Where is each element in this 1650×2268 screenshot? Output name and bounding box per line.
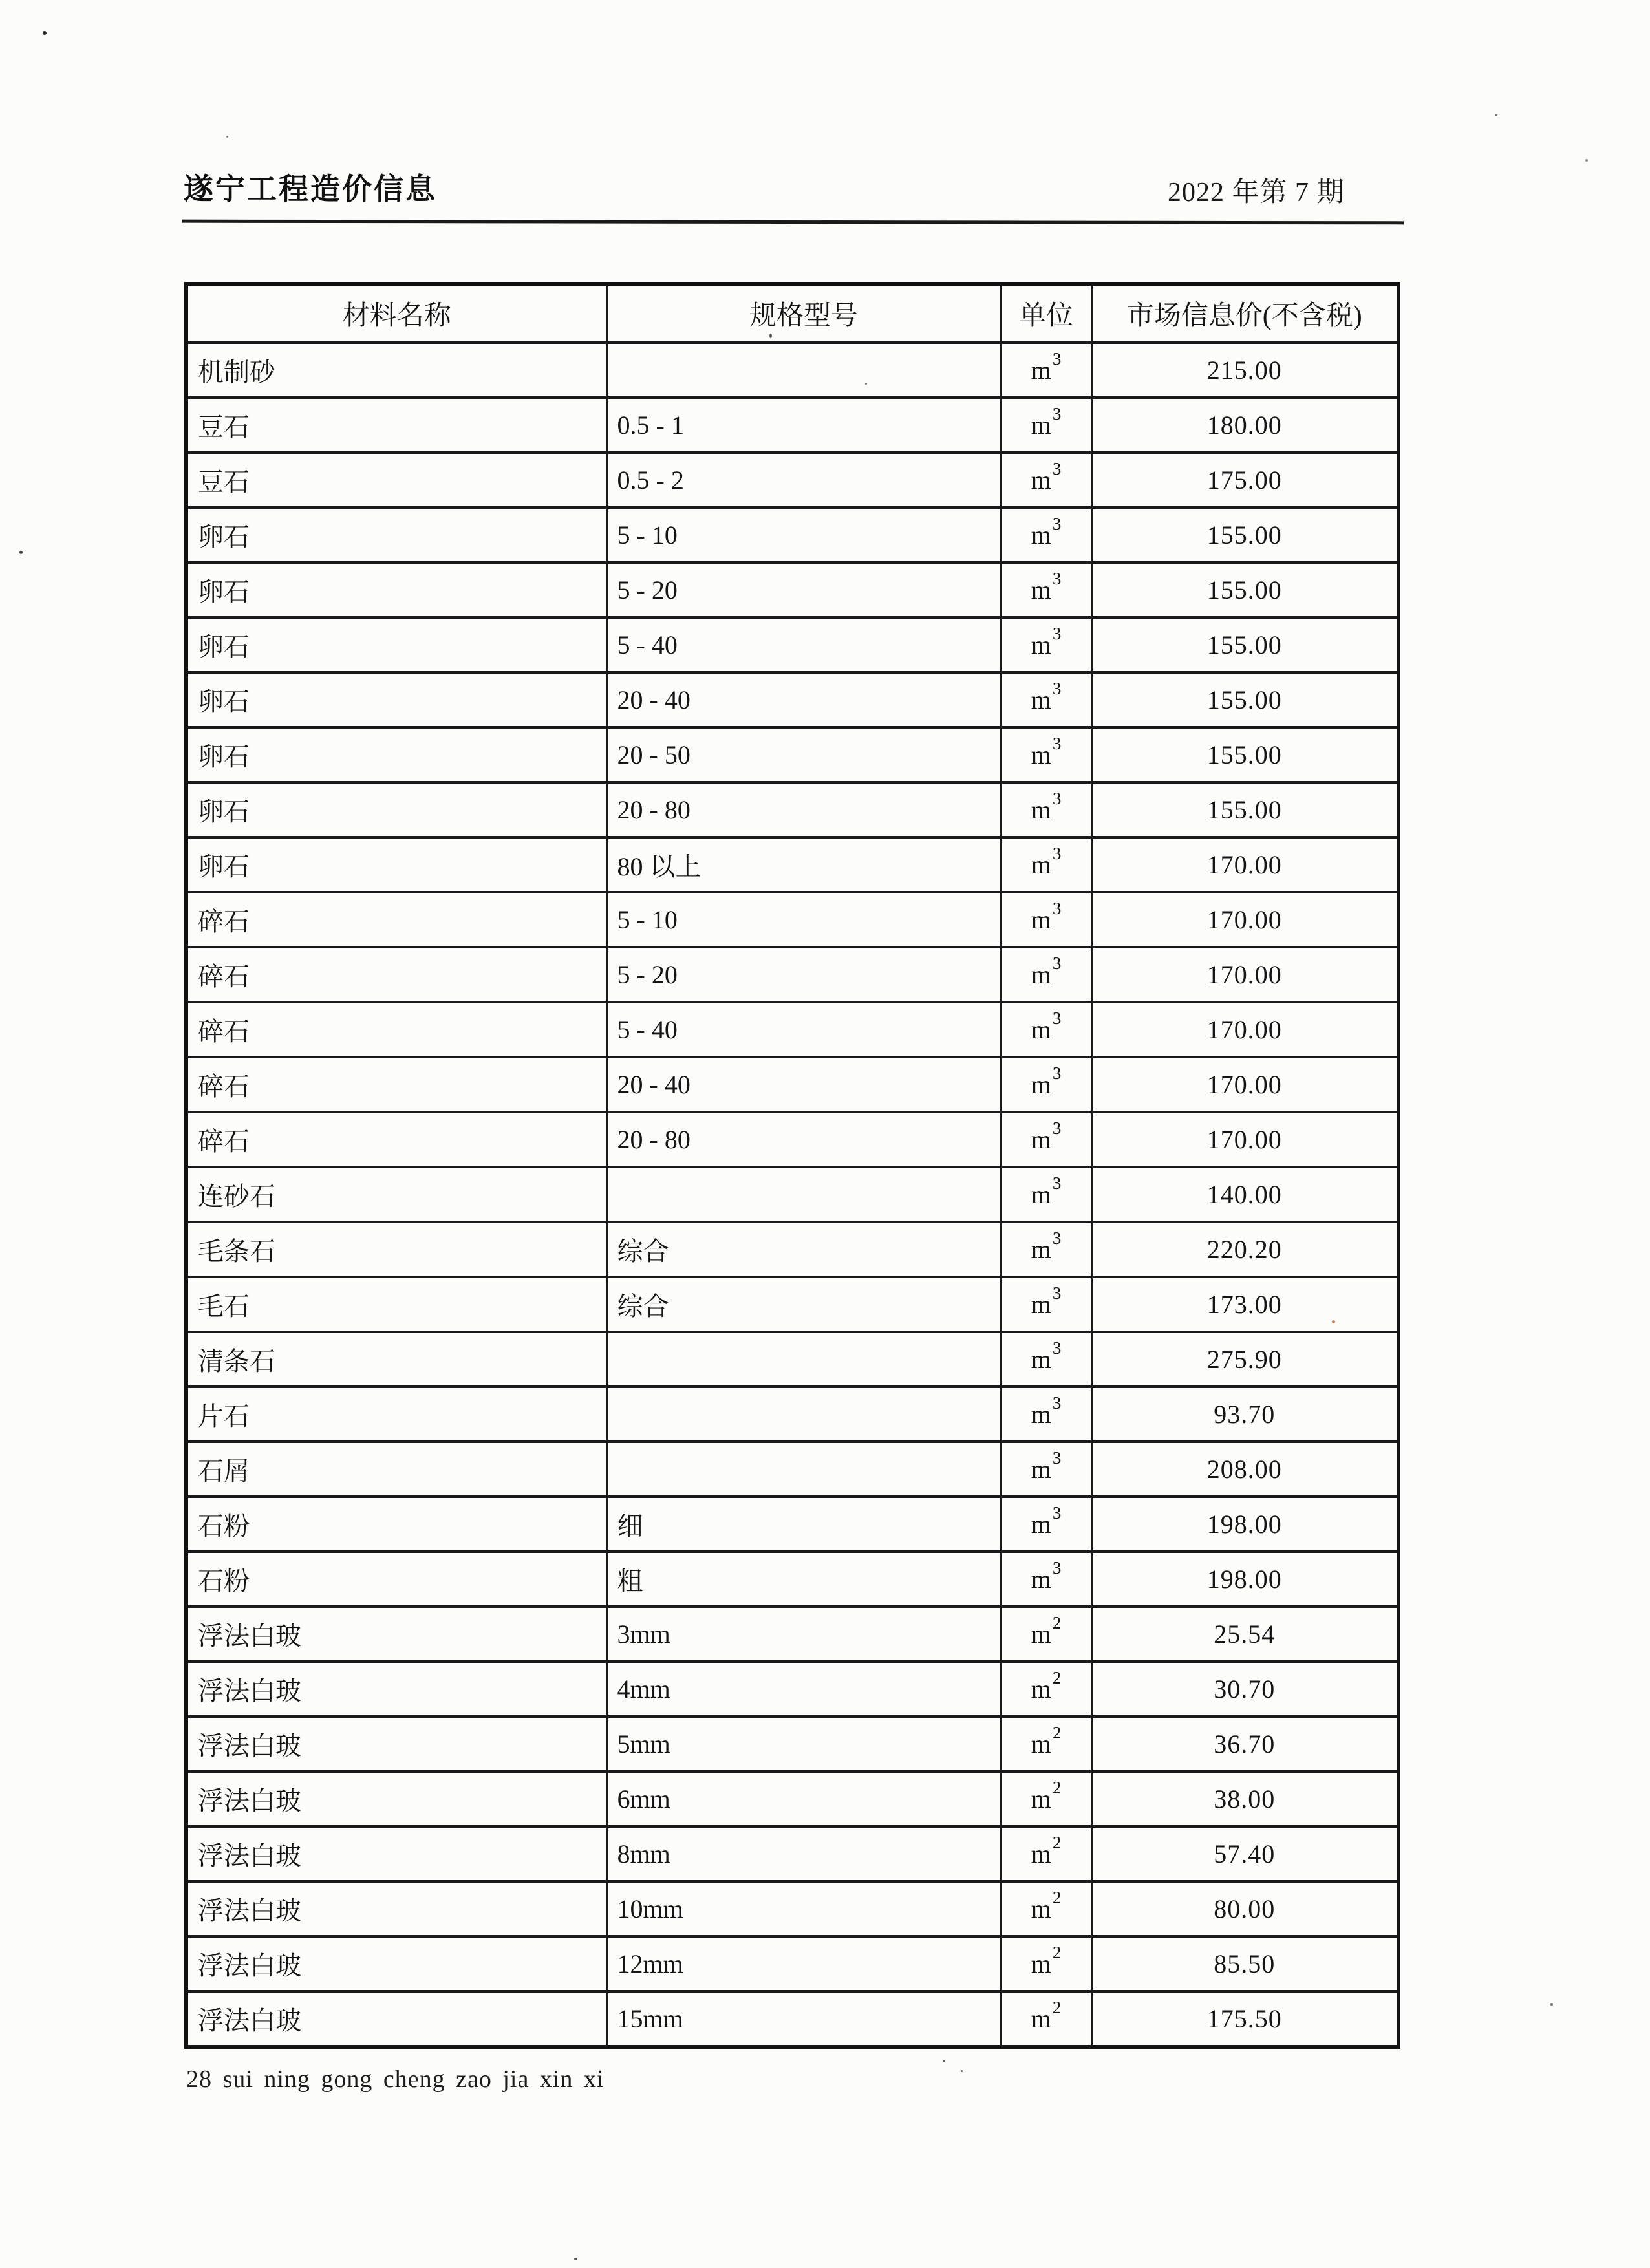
- table-row: [186, 453, 1398, 508]
- unit-cell: [1001, 508, 1091, 562]
- unit-cell: [1001, 947, 1091, 1002]
- table-row: [186, 1771, 1398, 1826]
- material-name-cell: 片石: [186, 1387, 606, 1442]
- material-name-cell: 浮法白玻: [186, 1607, 606, 1662]
- scan-speck: [1585, 159, 1588, 162]
- table-row: [186, 672, 1398, 727]
- unit-exponent: 3: [1052, 1393, 1062, 1413]
- scan-speck: [865, 383, 867, 385]
- unit-exponent: 3: [1052, 1338, 1062, 1358]
- unit-base: m: [1031, 740, 1051, 769]
- table-row: [186, 1332, 1398, 1387]
- unit-base: m: [1031, 850, 1051, 879]
- price-cell: 80.00: [1091, 1881, 1398, 1936]
- spec-cell: 5 - 40: [606, 1002, 1001, 1057]
- unit-base: m: [1031, 795, 1051, 824]
- material-name-cell: 碎石: [186, 1002, 606, 1057]
- price-cell: 175.50: [1091, 1991, 1398, 2047]
- unit-cell: [1001, 1497, 1091, 1552]
- unit-exponent: 3: [1052, 459, 1062, 478]
- unit-exponent: 3: [1052, 899, 1062, 918]
- unit-exponent: 3: [1052, 624, 1062, 643]
- material-name-cell: 卵石: [186, 562, 606, 617]
- unit-base: m: [1031, 685, 1051, 714]
- unit-exponent: 3: [1052, 1228, 1062, 1248]
- scan-speck: [1332, 1320, 1335, 1323]
- unit-cell: [1001, 1771, 1091, 1826]
- unit-base: m: [1031, 465, 1051, 495]
- table-row: [186, 1552, 1398, 1607]
- unit-exponent: 3: [1052, 1283, 1062, 1303]
- price-cell: 85.50: [1091, 1936, 1398, 1991]
- price-cell: 155.00: [1091, 562, 1398, 617]
- spec-cell: 5mm: [606, 1717, 1001, 1771]
- unit-base: m: [1031, 575, 1051, 604]
- material-name-cell: 机制砂: [186, 343, 606, 398]
- material-name-cell: 浮法白玻: [186, 1881, 606, 1936]
- unit-exponent: 3: [1052, 1064, 1062, 1083]
- material-name-cell: 碎石: [186, 947, 606, 1002]
- unit-base: m: [1031, 1784, 1051, 1813]
- unit-exponent: 2: [1052, 1998, 1062, 2017]
- publication-title: 遂宁工程造价信息: [184, 173, 437, 206]
- material-name-cell: 石粉: [186, 1552, 606, 1607]
- price-cell: 175.00: [1091, 453, 1398, 508]
- spec-cell: 综合: [606, 1222, 1001, 1277]
- unit-exponent: 3: [1052, 1173, 1062, 1193]
- material-name-cell: 碎石: [186, 1112, 606, 1167]
- unit-cell: [1001, 453, 1091, 508]
- unit-base: m: [1031, 1620, 1051, 1649]
- column-header-material-name: 材料名称: [186, 284, 606, 343]
- material-name-cell: 浮法白玻: [186, 1771, 606, 1826]
- unit-exponent: 2: [1052, 1888, 1062, 1907]
- unit-exponent: 3: [1052, 789, 1062, 808]
- unit-cell: [1001, 1936, 1091, 1991]
- table-row: [186, 1717, 1398, 1771]
- price-table: [184, 282, 1400, 2049]
- material-name-cell: 石屑: [186, 1442, 606, 1497]
- unit-exponent: 3: [1052, 1558, 1062, 1578]
- unit-base: m: [1031, 1455, 1051, 1484]
- table-row: [186, 1826, 1398, 1881]
- table-row: [186, 1442, 1398, 1497]
- unit-exponent: 3: [1052, 1009, 1062, 1028]
- price-cell: 155.00: [1091, 508, 1398, 562]
- spec-cell: 12mm: [606, 1936, 1001, 1991]
- table-row: [186, 1112, 1398, 1167]
- unit-exponent: 3: [1052, 1503, 1062, 1523]
- column-header-unit: 单位: [1001, 284, 1091, 343]
- price-cell: 220.20: [1091, 1222, 1398, 1277]
- unit-exponent: 2: [1052, 1943, 1062, 1962]
- scan-speck: [19, 551, 23, 554]
- table-row: [186, 1277, 1398, 1332]
- header-rule: [182, 220, 1404, 225]
- material-name-cell: 卵石: [186, 727, 606, 782]
- material-name-cell: 浮法白玻: [186, 1936, 606, 1991]
- table-header: [186, 284, 1398, 343]
- unit-base: m: [1031, 905, 1051, 934]
- column-header-price: 市场信息价(不含税): [1091, 284, 1398, 343]
- material-name-cell: 石粉: [186, 1497, 606, 1552]
- spec-cell: [606, 1332, 1001, 1387]
- material-name-cell: 浮法白玻: [186, 1662, 606, 1717]
- material-name-cell: 卵石: [186, 617, 606, 672]
- material-name-cell: 毛石: [186, 1277, 606, 1332]
- scan-speck: [961, 2070, 963, 2072]
- spec-cell: [606, 1442, 1001, 1497]
- spec-cell: 5 - 20: [606, 562, 1001, 617]
- unit-exponent: 3: [1052, 569, 1062, 588]
- table-row: [186, 1387, 1398, 1442]
- price-cell: 38.00: [1091, 1771, 1398, 1826]
- table-row: [186, 892, 1398, 947]
- material-name-cell: 浮法白玻: [186, 1826, 606, 1881]
- table-row: [186, 1222, 1398, 1277]
- unit-exponent: 3: [1052, 404, 1062, 423]
- unit-cell: [1001, 1881, 1091, 1936]
- material-name-cell: 卵石: [186, 782, 606, 837]
- spec-cell: 5 - 10: [606, 892, 1001, 947]
- unit-exponent: 2: [1052, 1668, 1062, 1687]
- price-cell: 155.00: [1091, 782, 1398, 837]
- unit-cell: [1001, 837, 1091, 892]
- table-row: [186, 837, 1398, 892]
- table-row: [186, 782, 1398, 837]
- spec-cell: 20 - 50: [606, 727, 1001, 782]
- material-name-cell: 碎石: [186, 1057, 606, 1112]
- unit-cell: [1001, 1607, 1091, 1662]
- unit-base: m: [1031, 1510, 1051, 1539]
- spec-cell: [606, 1387, 1001, 1442]
- spec-cell: [606, 343, 1001, 398]
- table-row: [186, 1607, 1398, 1662]
- table-row: [186, 562, 1398, 617]
- spec-cell: 0.5 - 2: [606, 453, 1001, 508]
- price-cell: 173.00: [1091, 1277, 1398, 1332]
- table-body: [186, 343, 1398, 2047]
- unit-base: m: [1031, 1729, 1051, 1759]
- unit-base: m: [1031, 1290, 1051, 1319]
- table-row: [186, 617, 1398, 672]
- table-row: [186, 1002, 1398, 1057]
- unit-exponent: 2: [1052, 1613, 1062, 1632]
- price-cell: 170.00: [1091, 1057, 1398, 1112]
- unit-exponent: 3: [1052, 954, 1062, 973]
- price-cell: 93.70: [1091, 1387, 1398, 1442]
- table-row: [186, 508, 1398, 562]
- unit-exponent: 3: [1052, 514, 1062, 533]
- price-cell: 36.70: [1091, 1717, 1398, 1771]
- spec-cell: 10mm: [606, 1881, 1001, 1936]
- scan-speck: [574, 2258, 577, 2260]
- spec-cell: [606, 1167, 1001, 1222]
- unit-exponent: 3: [1052, 1118, 1062, 1138]
- unit-cell: [1001, 562, 1091, 617]
- unit-base: m: [1031, 1345, 1051, 1374]
- material-name-cell: 碎石: [186, 892, 606, 947]
- unit-base: m: [1031, 1949, 1051, 1978]
- spec-cell: 20 - 80: [606, 782, 1001, 837]
- unit-cell: [1001, 1717, 1091, 1771]
- table-row: [186, 1497, 1398, 1552]
- spec-cell: 细: [606, 1497, 1001, 1552]
- unit-base: m: [1031, 1839, 1051, 1868]
- unit-base: m: [1031, 1894, 1051, 1923]
- unit-cell: [1001, 1277, 1091, 1332]
- material-name-cell: 浮法白玻: [186, 1991, 606, 2047]
- price-cell: 25.54: [1091, 1607, 1398, 1662]
- spec-cell: 3mm: [606, 1607, 1001, 1662]
- scan-speck: [943, 2060, 945, 2062]
- price-cell: 170.00: [1091, 892, 1398, 947]
- table-row: [186, 1662, 1398, 1717]
- table-row: [186, 1057, 1398, 1112]
- spec-cell: 20 - 80: [606, 1112, 1001, 1167]
- page-footer: 28 sui ning gong cheng zao jia xin xi: [186, 2066, 605, 2093]
- unit-cell: [1001, 1662, 1091, 1717]
- spec-cell: 20 - 40: [606, 672, 1001, 727]
- unit-cell: [1001, 1991, 1091, 2047]
- unit-base: m: [1031, 1400, 1051, 1429]
- unit-cell: [1001, 727, 1091, 782]
- unit-cell: [1001, 1332, 1091, 1387]
- unit-exponent: 2: [1052, 1833, 1062, 1852]
- table-row: [186, 727, 1398, 782]
- unit-cell: [1001, 1442, 1091, 1497]
- unit-cell: [1001, 1112, 1091, 1167]
- issue-label: 2022 年第 7 期: [1168, 178, 1345, 208]
- spec-cell: 5 - 10: [606, 508, 1001, 562]
- unit-base: m: [1031, 960, 1051, 989]
- unit-base: m: [1031, 1070, 1051, 1099]
- table-row: [186, 1991, 1398, 2047]
- unit-base: m: [1031, 1235, 1051, 1264]
- price-cell: 198.00: [1091, 1552, 1398, 1607]
- unit-base: m: [1031, 1180, 1051, 1209]
- price-cell: 170.00: [1091, 837, 1398, 892]
- unit-base: m: [1031, 1674, 1051, 1704]
- material-name-cell: 卵石: [186, 672, 606, 727]
- price-cell: 275.90: [1091, 1332, 1398, 1387]
- unit-cell: [1001, 892, 1091, 947]
- unit-cell: [1001, 1222, 1091, 1277]
- spec-cell: 粗: [606, 1552, 1001, 1607]
- unit-exponent: 3: [1052, 679, 1062, 698]
- unit-cell: [1001, 1552, 1091, 1607]
- price-cell: 155.00: [1091, 727, 1398, 782]
- spec-cell: 5 - 40: [606, 617, 1001, 672]
- material-name-cell: 卵石: [186, 837, 606, 892]
- unit-cell: [1001, 1167, 1091, 1222]
- unit-base: m: [1031, 411, 1051, 440]
- price-cell: 180.00: [1091, 398, 1398, 453]
- spec-cell: 8mm: [606, 1826, 1001, 1881]
- unit-exponent: 2: [1052, 1723, 1062, 1742]
- spec-cell: 6mm: [606, 1771, 1001, 1826]
- scan-speck: [43, 31, 47, 35]
- unit-base: m: [1031, 630, 1051, 659]
- spec-cell: 80 以上: [606, 837, 1001, 892]
- column-header-spec: 规格型号: [606, 284, 1001, 343]
- unit-cell: [1001, 1826, 1091, 1881]
- spec-cell: 4mm: [606, 1662, 1001, 1717]
- table-row: [186, 398, 1398, 453]
- spec-cell: 20 - 40: [606, 1057, 1001, 1112]
- unit-cell: [1001, 1057, 1091, 1112]
- material-name-cell: 连砂石: [186, 1167, 606, 1222]
- price-cell: 155.00: [1091, 672, 1398, 727]
- unit-base: m: [1031, 1015, 1051, 1044]
- material-name-cell: 卵石: [186, 508, 606, 562]
- scan-speck: [1495, 114, 1497, 116]
- price-cell: 140.00: [1091, 1167, 1398, 1222]
- unit-cell: [1001, 343, 1091, 398]
- material-name-cell: 清条石: [186, 1332, 606, 1387]
- spec-cell: 15mm: [606, 1991, 1001, 2047]
- material-name-cell: 豆石: [186, 398, 606, 453]
- price-cell: 170.00: [1091, 1002, 1398, 1057]
- price-cell: 57.40: [1091, 1826, 1398, 1881]
- table-header-row: [186, 284, 1398, 343]
- unit-exponent: 3: [1052, 734, 1062, 753]
- scan-speck: [769, 334, 772, 338]
- material-name-cell: 浮法白玻: [186, 1717, 606, 1771]
- scan-speck: [1550, 2003, 1553, 2006]
- spec-cell: 0.5 - 1: [606, 398, 1001, 453]
- table-row: [186, 1881, 1398, 1936]
- unit-exponent: 3: [1052, 349, 1062, 369]
- unit-base: m: [1031, 356, 1051, 385]
- unit-base: m: [1031, 1565, 1051, 1594]
- unit-exponent: 3: [1052, 1448, 1062, 1468]
- price-cell: 198.00: [1091, 1497, 1398, 1552]
- price-cell: 215.00: [1091, 343, 1398, 398]
- price-cell: 170.00: [1091, 947, 1398, 1002]
- unit-base: m: [1031, 1125, 1051, 1154]
- material-name-cell: 毛条石: [186, 1222, 606, 1277]
- table-row: [186, 1167, 1398, 1222]
- price-cell: 170.00: [1091, 1112, 1398, 1167]
- spec-cell: 综合: [606, 1277, 1001, 1332]
- unit-base: m: [1031, 520, 1051, 550]
- spec-cell: 5 - 20: [606, 947, 1001, 1002]
- unit-cell: [1001, 782, 1091, 837]
- price-cell: 208.00: [1091, 1442, 1398, 1497]
- unit-base: m: [1031, 2004, 1051, 2033]
- scan-speck: [226, 136, 228, 138]
- table-row: [186, 343, 1398, 398]
- table-row: [186, 947, 1398, 1002]
- price-cell: 155.00: [1091, 617, 1398, 672]
- unit-exponent: 2: [1052, 1778, 1062, 1797]
- unit-cell: [1001, 617, 1091, 672]
- unit-cell: [1001, 1387, 1091, 1442]
- unit-cell: [1001, 672, 1091, 727]
- unit-exponent: 3: [1052, 844, 1062, 863]
- table-row: [186, 1936, 1398, 1991]
- unit-cell: [1001, 398, 1091, 453]
- price-cell: 30.70: [1091, 1662, 1398, 1717]
- unit-cell: [1001, 1002, 1091, 1057]
- material-name-cell: 豆石: [186, 453, 606, 508]
